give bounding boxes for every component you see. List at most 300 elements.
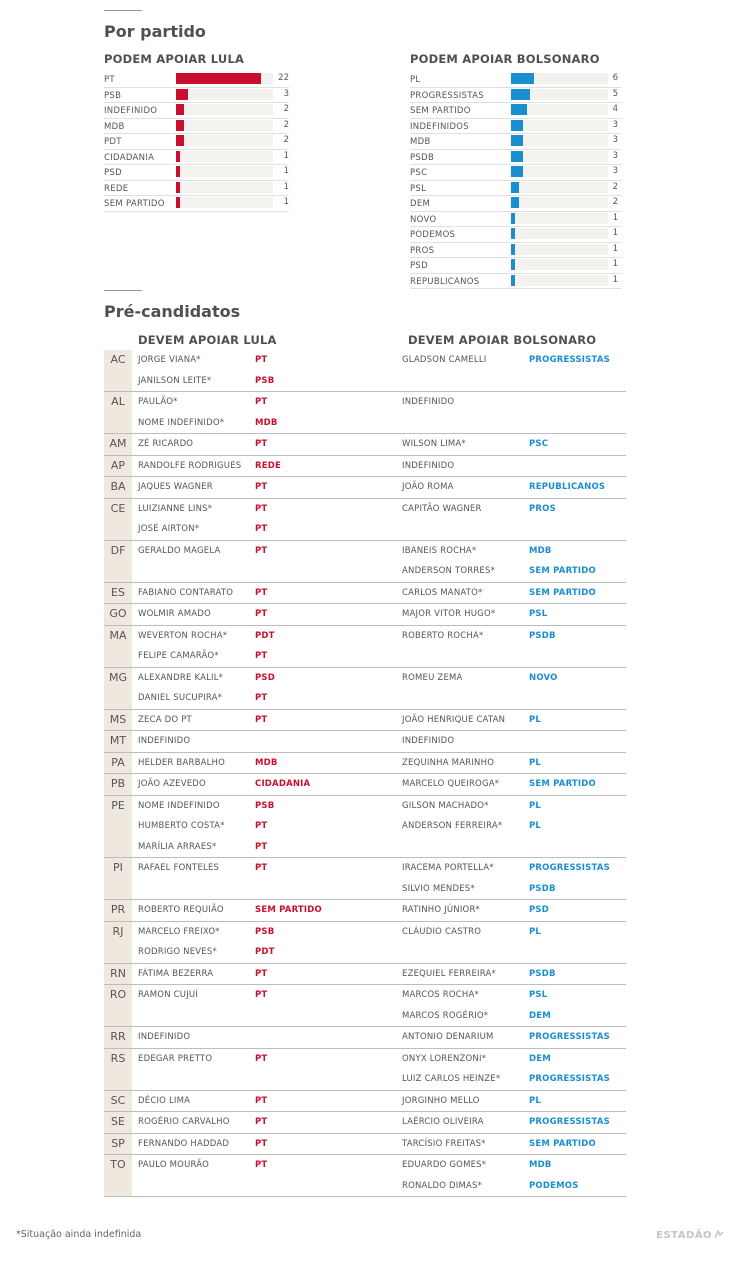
candidate	[402, 604, 626, 625]
bar-value: 1	[283, 181, 289, 192]
candidate	[132, 604, 402, 625]
state-code: MG	[104, 668, 132, 709]
state-row	[104, 796, 626, 859]
candidate-party: DEM	[529, 1053, 551, 1064]
lula-candidates	[132, 499, 402, 540]
lula-candidates	[132, 922, 402, 963]
bar	[511, 104, 527, 115]
state-code: RO	[104, 985, 132, 1026]
candidate	[132, 731, 402, 752]
bar-track	[511, 89, 608, 100]
brand-name: ESTADÃO	[656, 1230, 712, 1241]
candidate-party: PROGRESSISTAS	[529, 1032, 610, 1043]
bar-value: 3	[612, 166, 618, 176]
lula-candidates	[132, 964, 402, 985]
candidate	[402, 561, 626, 582]
bar-value: 2	[283, 104, 289, 114]
bar-row	[410, 72, 622, 88]
candidate-name: GILSON MACHADO*	[402, 800, 489, 811]
candidate	[402, 1027, 626, 1048]
state-code: PA	[104, 753, 132, 774]
candidate	[402, 434, 626, 455]
candidate-party: PROGRESSISTAS	[529, 355, 610, 366]
lula-candidates	[132, 1091, 402, 1112]
candidate-name: JOÃO AZEVEDO	[138, 779, 206, 790]
candidate-name: INDEFINIDO	[402, 397, 455, 408]
bar-row	[104, 119, 289, 135]
candidate-name: JOSÉ AIRTON*	[138, 524, 200, 535]
bar-row	[410, 165, 622, 181]
bar-row	[410, 134, 622, 150]
brand-mark-icon	[714, 1230, 724, 1239]
candidate	[402, 626, 626, 647]
candidate-party: SEM PARTIDO	[529, 566, 596, 577]
candidate	[402, 816, 626, 837]
state-row	[104, 456, 626, 478]
bolsonaro-candidates	[402, 434, 626, 455]
candidate-party: PSB	[255, 375, 275, 386]
state-row	[104, 1091, 626, 1113]
candidate	[402, 900, 626, 921]
candidate-party: DEM	[529, 1010, 551, 1021]
candidate	[402, 350, 626, 371]
bar-label: MDB	[104, 121, 125, 132]
lula-candidates	[132, 753, 402, 774]
bar	[511, 259, 515, 270]
bar-value: 5	[612, 88, 618, 99]
candidate-name: INDEFINIDO	[402, 460, 455, 471]
candidate-party: PT	[255, 439, 268, 450]
state-code: AL	[104, 392, 132, 433]
bolsonaro-candidates	[402, 604, 626, 625]
candidate	[132, 774, 402, 795]
bolsonaro-candidates	[402, 922, 626, 963]
candidate-party: PODEMOS	[529, 1180, 579, 1191]
bar-label: PSDB	[410, 152, 435, 163]
bar	[511, 197, 519, 208]
state-row	[104, 900, 626, 922]
candidate	[132, 796, 402, 817]
bar-value: 3	[283, 88, 289, 99]
bolsonaro-candidates	[402, 753, 626, 774]
state-row	[104, 985, 626, 1027]
bar-track	[176, 135, 273, 146]
candidate-name: ALEXANDRE KALIL*	[138, 672, 224, 683]
bar	[511, 151, 523, 162]
candidate-party: PT	[255, 397, 268, 408]
lula-candidates	[132, 477, 402, 498]
bar	[176, 182, 180, 193]
candidate-party: PT	[255, 714, 268, 725]
state-row	[104, 499, 626, 541]
candidate-party: PROGRESSISTAS	[529, 863, 610, 874]
candidate-name: JORGE VIANA*	[138, 355, 201, 366]
candidate-name: IBANEIS ROCHA*	[402, 545, 477, 556]
bar-track	[511, 166, 608, 177]
candidate	[402, 1176, 626, 1197]
bar-value: 3	[612, 150, 618, 161]
bar	[511, 244, 515, 255]
candidate-name: HUMBERTO COSTA*	[138, 821, 225, 832]
candidate-name: RANDOLFE RODRIGUES	[138, 460, 242, 471]
candidate-party: PDT	[255, 630, 275, 641]
lula-bar-chart	[104, 72, 289, 212]
candidate-party: PROGRESSISTAS	[529, 1074, 610, 1085]
lula-candidates	[132, 1027, 402, 1048]
candidate-name: ZÉ RICARDO	[138, 439, 194, 450]
bolsonaro-candidates	[402, 668, 626, 709]
candidate-party: PSC	[529, 439, 549, 450]
bolsonaro-candidates	[402, 499, 626, 540]
bar-label: REDE	[104, 183, 129, 194]
candidate	[402, 1155, 626, 1176]
candidate-name: MARCELO QUEIROGA*	[402, 779, 500, 790]
candidate-party: PL	[529, 821, 542, 832]
state-code: DF	[104, 541, 132, 582]
candidate-party: PT	[255, 821, 268, 832]
candidate	[132, 1027, 402, 1048]
candidate	[132, 477, 402, 498]
state-code: GO	[104, 604, 132, 625]
state-code: RN	[104, 964, 132, 985]
candidate-name: ZEQUINHA MARINHO	[402, 757, 495, 768]
candidate-party: PSL	[529, 990, 548, 1001]
candidate-name: ONYX LORENZONI*	[402, 1053, 487, 1064]
candidate-party: REDE	[255, 460, 282, 471]
lula-candidates	[132, 350, 402, 391]
bar-track	[176, 151, 273, 162]
bar-track	[511, 197, 608, 208]
candidate-party: PT	[255, 968, 268, 979]
lula-candidates	[132, 583, 402, 604]
bar-label: PDT	[104, 137, 122, 147]
state-row	[104, 434, 626, 456]
bar-label: DEM	[410, 199, 431, 209]
candidate-name: LAÉRCIO OLIVEIRA	[402, 1117, 484, 1128]
candidate-party: PSD	[529, 905, 550, 916]
candidate-name: ROBERTO ROCHA*	[402, 630, 484, 641]
section-title-candidates: Pré-candidatos	[104, 302, 241, 321]
state-row	[104, 583, 626, 605]
state-code: TO	[104, 1155, 132, 1196]
state-row	[104, 1134, 626, 1156]
bolsonaro-chart-title: PODEM APOIAR BOLSONARO	[410, 52, 600, 66]
top-divider	[104, 10, 142, 11]
candidate-name: JOÃO ROMA	[402, 482, 454, 493]
bar-row	[410, 212, 622, 228]
bolsonaro-candidates	[402, 541, 626, 582]
bar-track	[176, 197, 273, 208]
bar-row	[410, 227, 622, 243]
bolsonaro-candidates	[402, 1155, 626, 1196]
bar-track	[511, 228, 608, 239]
bar-row	[104, 134, 289, 150]
bar-label: PSC	[410, 168, 428, 178]
candidate	[402, 499, 626, 520]
candidate-party: PSL	[529, 609, 548, 620]
candidate	[402, 858, 626, 879]
bar-row	[104, 72, 289, 88]
lula-candidates	[132, 1134, 402, 1155]
candidate-name: LUIZ CARLOS HEINZE*	[402, 1074, 501, 1085]
candidate-party: PT	[255, 1160, 268, 1171]
candidate-party: SEM PARTIDO	[529, 1138, 596, 1149]
candidate-party: PT	[255, 1138, 268, 1149]
bolsonaro-candidates	[402, 392, 626, 433]
candidate-name: INDEFINIDO	[402, 736, 455, 747]
bar-row	[104, 88, 289, 104]
candidate	[132, 1155, 402, 1176]
bar-value: 2	[612, 181, 618, 192]
state-row	[104, 477, 626, 499]
state-row	[104, 753, 626, 775]
bar-track	[511, 259, 608, 270]
candidate-name: WOLMIR AMADO	[138, 609, 211, 620]
bar-label: REPUBLICANOS	[410, 276, 480, 287]
candidate-party: MDB	[255, 417, 278, 428]
candidate-name: INDEFINIDO	[138, 736, 191, 747]
candidate-name: IRACEMA PORTELLA*	[402, 863, 494, 874]
state-row	[104, 668, 626, 710]
state-code: RS	[104, 1049, 132, 1090]
bar-value: 3	[612, 135, 618, 145]
bolsonaro-candidates	[402, 1049, 626, 1090]
bar-track	[176, 166, 273, 177]
candidate	[402, 392, 626, 413]
state-row	[104, 710, 626, 732]
candidate-name: INDEFINIDO	[138, 1032, 191, 1043]
bar-value: 3	[612, 119, 618, 130]
section-title-by-party: Por partido	[104, 22, 206, 41]
bar-value: 1	[612, 228, 618, 238]
bar-label: MDB	[410, 137, 431, 147]
candidate	[402, 710, 626, 731]
candidate-party: SEM PARTIDO	[255, 905, 322, 916]
bolsonaro-candidates	[402, 477, 626, 498]
bolsonaro-candidates	[402, 731, 626, 752]
state-code: SE	[104, 1112, 132, 1133]
candidate	[132, 942, 402, 963]
candidate	[402, 1091, 626, 1112]
candidate	[402, 583, 626, 604]
bar	[511, 120, 523, 131]
state-code: SP	[104, 1134, 132, 1155]
candidate-name: NOME INDEFINIDO	[138, 800, 220, 811]
candidate	[402, 879, 626, 900]
candidate-name: NOME INDEFINIDO*	[138, 417, 225, 428]
bar-track	[176, 120, 273, 131]
bar-row	[104, 181, 289, 197]
candidate-name: ROGÉRIO CARVALHO	[138, 1117, 230, 1128]
bar-value: 1	[283, 197, 289, 207]
bar-track	[176, 89, 273, 100]
candidate-party: PT	[255, 1117, 268, 1128]
candidate-name: RODRIGO NEVES*	[138, 947, 217, 958]
bar-value: 6	[612, 73, 618, 83]
lula-candidates	[132, 456, 402, 477]
bolsonaro-candidates	[402, 900, 626, 921]
candidate-name: JOÃO HENRIQUE CATAN	[402, 714, 506, 725]
candidates-table	[104, 350, 626, 1197]
bar-label: PSD	[104, 168, 122, 178]
bar-row	[104, 196, 289, 212]
bolsonaro-candidates	[402, 1091, 626, 1112]
candidate-party: PT	[255, 651, 268, 662]
candidate	[402, 1134, 626, 1155]
candidate	[402, 964, 626, 985]
state-row	[104, 1155, 626, 1197]
bar	[511, 182, 519, 193]
state-row	[104, 774, 626, 796]
lula-candidates	[132, 731, 402, 752]
bar	[176, 151, 180, 162]
bar-row	[410, 243, 622, 259]
candidate	[132, 392, 402, 413]
bar-value: 2	[283, 119, 289, 130]
candidate	[132, 964, 402, 985]
bar-track	[511, 104, 608, 115]
candidate-name: PAULÃO*	[138, 397, 178, 408]
lula-candidates	[132, 434, 402, 455]
candidate	[402, 774, 626, 795]
candidate-party: PL	[529, 1095, 542, 1106]
candidate	[132, 626, 402, 647]
candidate-party: PDT	[255, 947, 275, 958]
bar	[176, 104, 184, 115]
bar	[176, 120, 184, 131]
state-code: MA	[104, 626, 132, 667]
candidate	[132, 456, 402, 477]
bar-value: 1	[612, 212, 618, 223]
state-row	[104, 858, 626, 900]
lula-candidates	[132, 985, 402, 1026]
lula-candidates	[132, 1049, 402, 1090]
candidate	[402, 731, 626, 752]
lula-chart-title: PODEM APOIAR LULA	[104, 52, 245, 66]
candidate	[132, 985, 402, 1006]
candidate-party: PL	[529, 926, 542, 937]
candidate-party: PSDB	[529, 968, 556, 979]
candidate	[132, 668, 402, 689]
candidate	[402, 1006, 626, 1027]
candidate	[402, 753, 626, 774]
candidate	[132, 519, 402, 540]
state-code: SC	[104, 1091, 132, 1112]
middle-divider	[104, 290, 142, 291]
bar	[511, 275, 515, 286]
bar	[176, 166, 180, 177]
candidate-name: WEVERTON ROCHA*	[138, 630, 228, 641]
candidate-name: RAMON CUJUÍ	[138, 990, 199, 1001]
bolsonaro-candidates	[402, 456, 626, 477]
bar-track	[176, 182, 273, 193]
lula-column-header: DEVEM APOIAR LULA	[138, 333, 277, 347]
bar-label: PSB	[104, 90, 122, 101]
candidate-party: PT	[255, 609, 268, 620]
candidate-name: CLÁUDIO CASTRO	[402, 926, 482, 937]
bolsonaro-candidates	[402, 964, 626, 985]
candidate	[132, 1134, 402, 1155]
state-code: PI	[104, 858, 132, 899]
bar-label: PROS	[410, 245, 435, 256]
candidate-party: PT	[255, 693, 268, 704]
bar	[176, 197, 180, 208]
bolsonaro-candidates	[402, 774, 626, 795]
candidate	[132, 413, 402, 434]
state-code: AP	[104, 456, 132, 477]
candidate-party: PT	[255, 503, 268, 514]
bar-label: INDEFINIDO	[104, 106, 158, 116]
state-row	[104, 392, 626, 434]
bolsonaro-candidates	[402, 1112, 626, 1133]
candidate	[132, 1112, 402, 1133]
lula-candidates	[132, 1112, 402, 1133]
candidate	[132, 858, 402, 879]
bar-track	[511, 73, 608, 84]
bar-row	[410, 274, 622, 290]
candidate-name: DANIEL SUCUPIRA*	[138, 693, 223, 704]
candidate-party: REPUBLICANOS	[529, 482, 606, 493]
candidate-party: PT	[255, 482, 268, 493]
candidate-name: ANDERSON TORRES*	[402, 566, 496, 577]
bolsonaro-candidates	[402, 350, 626, 391]
candidate-party: CIDADANIA	[255, 779, 311, 790]
lula-candidates	[132, 710, 402, 731]
bar-row	[410, 119, 622, 135]
candidate-party: PT	[255, 1095, 268, 1106]
state-row	[104, 626, 626, 668]
state-row	[104, 731, 626, 753]
bar-track	[511, 151, 608, 162]
bar-track	[511, 213, 608, 224]
candidate-party: NOVO	[529, 672, 558, 683]
state-code: PE	[104, 796, 132, 858]
state-row	[104, 1027, 626, 1049]
candidate	[402, 668, 626, 689]
bolsonaro-candidates	[402, 1027, 626, 1048]
candidate	[402, 796, 626, 817]
bar-label: INDEFINIDOS	[410, 121, 469, 132]
bar-row	[410, 103, 622, 119]
candidate	[132, 922, 402, 943]
brand-logo	[656, 1229, 724, 1241]
state-code: RJ	[104, 922, 132, 963]
candidate	[132, 434, 402, 455]
candidate-name: JAQUES WAGNER	[138, 482, 213, 493]
footnote: *Situação ainda indefinida	[16, 1229, 142, 1240]
candidate-name: ANDERSON FERREIRA*	[402, 821, 503, 832]
candidate	[132, 1091, 402, 1112]
candidate-name: JANILSON LEITE*	[138, 375, 212, 386]
bolsonaro-candidates	[402, 583, 626, 604]
bar-value: 1	[612, 243, 618, 254]
state-code: MT	[104, 731, 132, 752]
candidate-name: PAULO MOURÃO	[138, 1160, 210, 1171]
candidate-name: EDUARDO GOMES*	[402, 1160, 487, 1171]
candidate-name: MARCOS ROGÉRIO*	[402, 1010, 489, 1021]
lula-candidates	[132, 774, 402, 795]
candidate-party: PSDB	[529, 630, 556, 641]
bar-track	[511, 275, 608, 286]
candidate-party: PT	[255, 355, 268, 366]
bar	[511, 213, 515, 224]
candidate-name: JORGINHO MELLO	[402, 1095, 480, 1106]
bar	[511, 135, 523, 146]
state-row	[104, 604, 626, 626]
state-code: BA	[104, 477, 132, 498]
bar-row	[104, 165, 289, 181]
candidate-name: HELDER BARBALHO	[138, 757, 226, 768]
